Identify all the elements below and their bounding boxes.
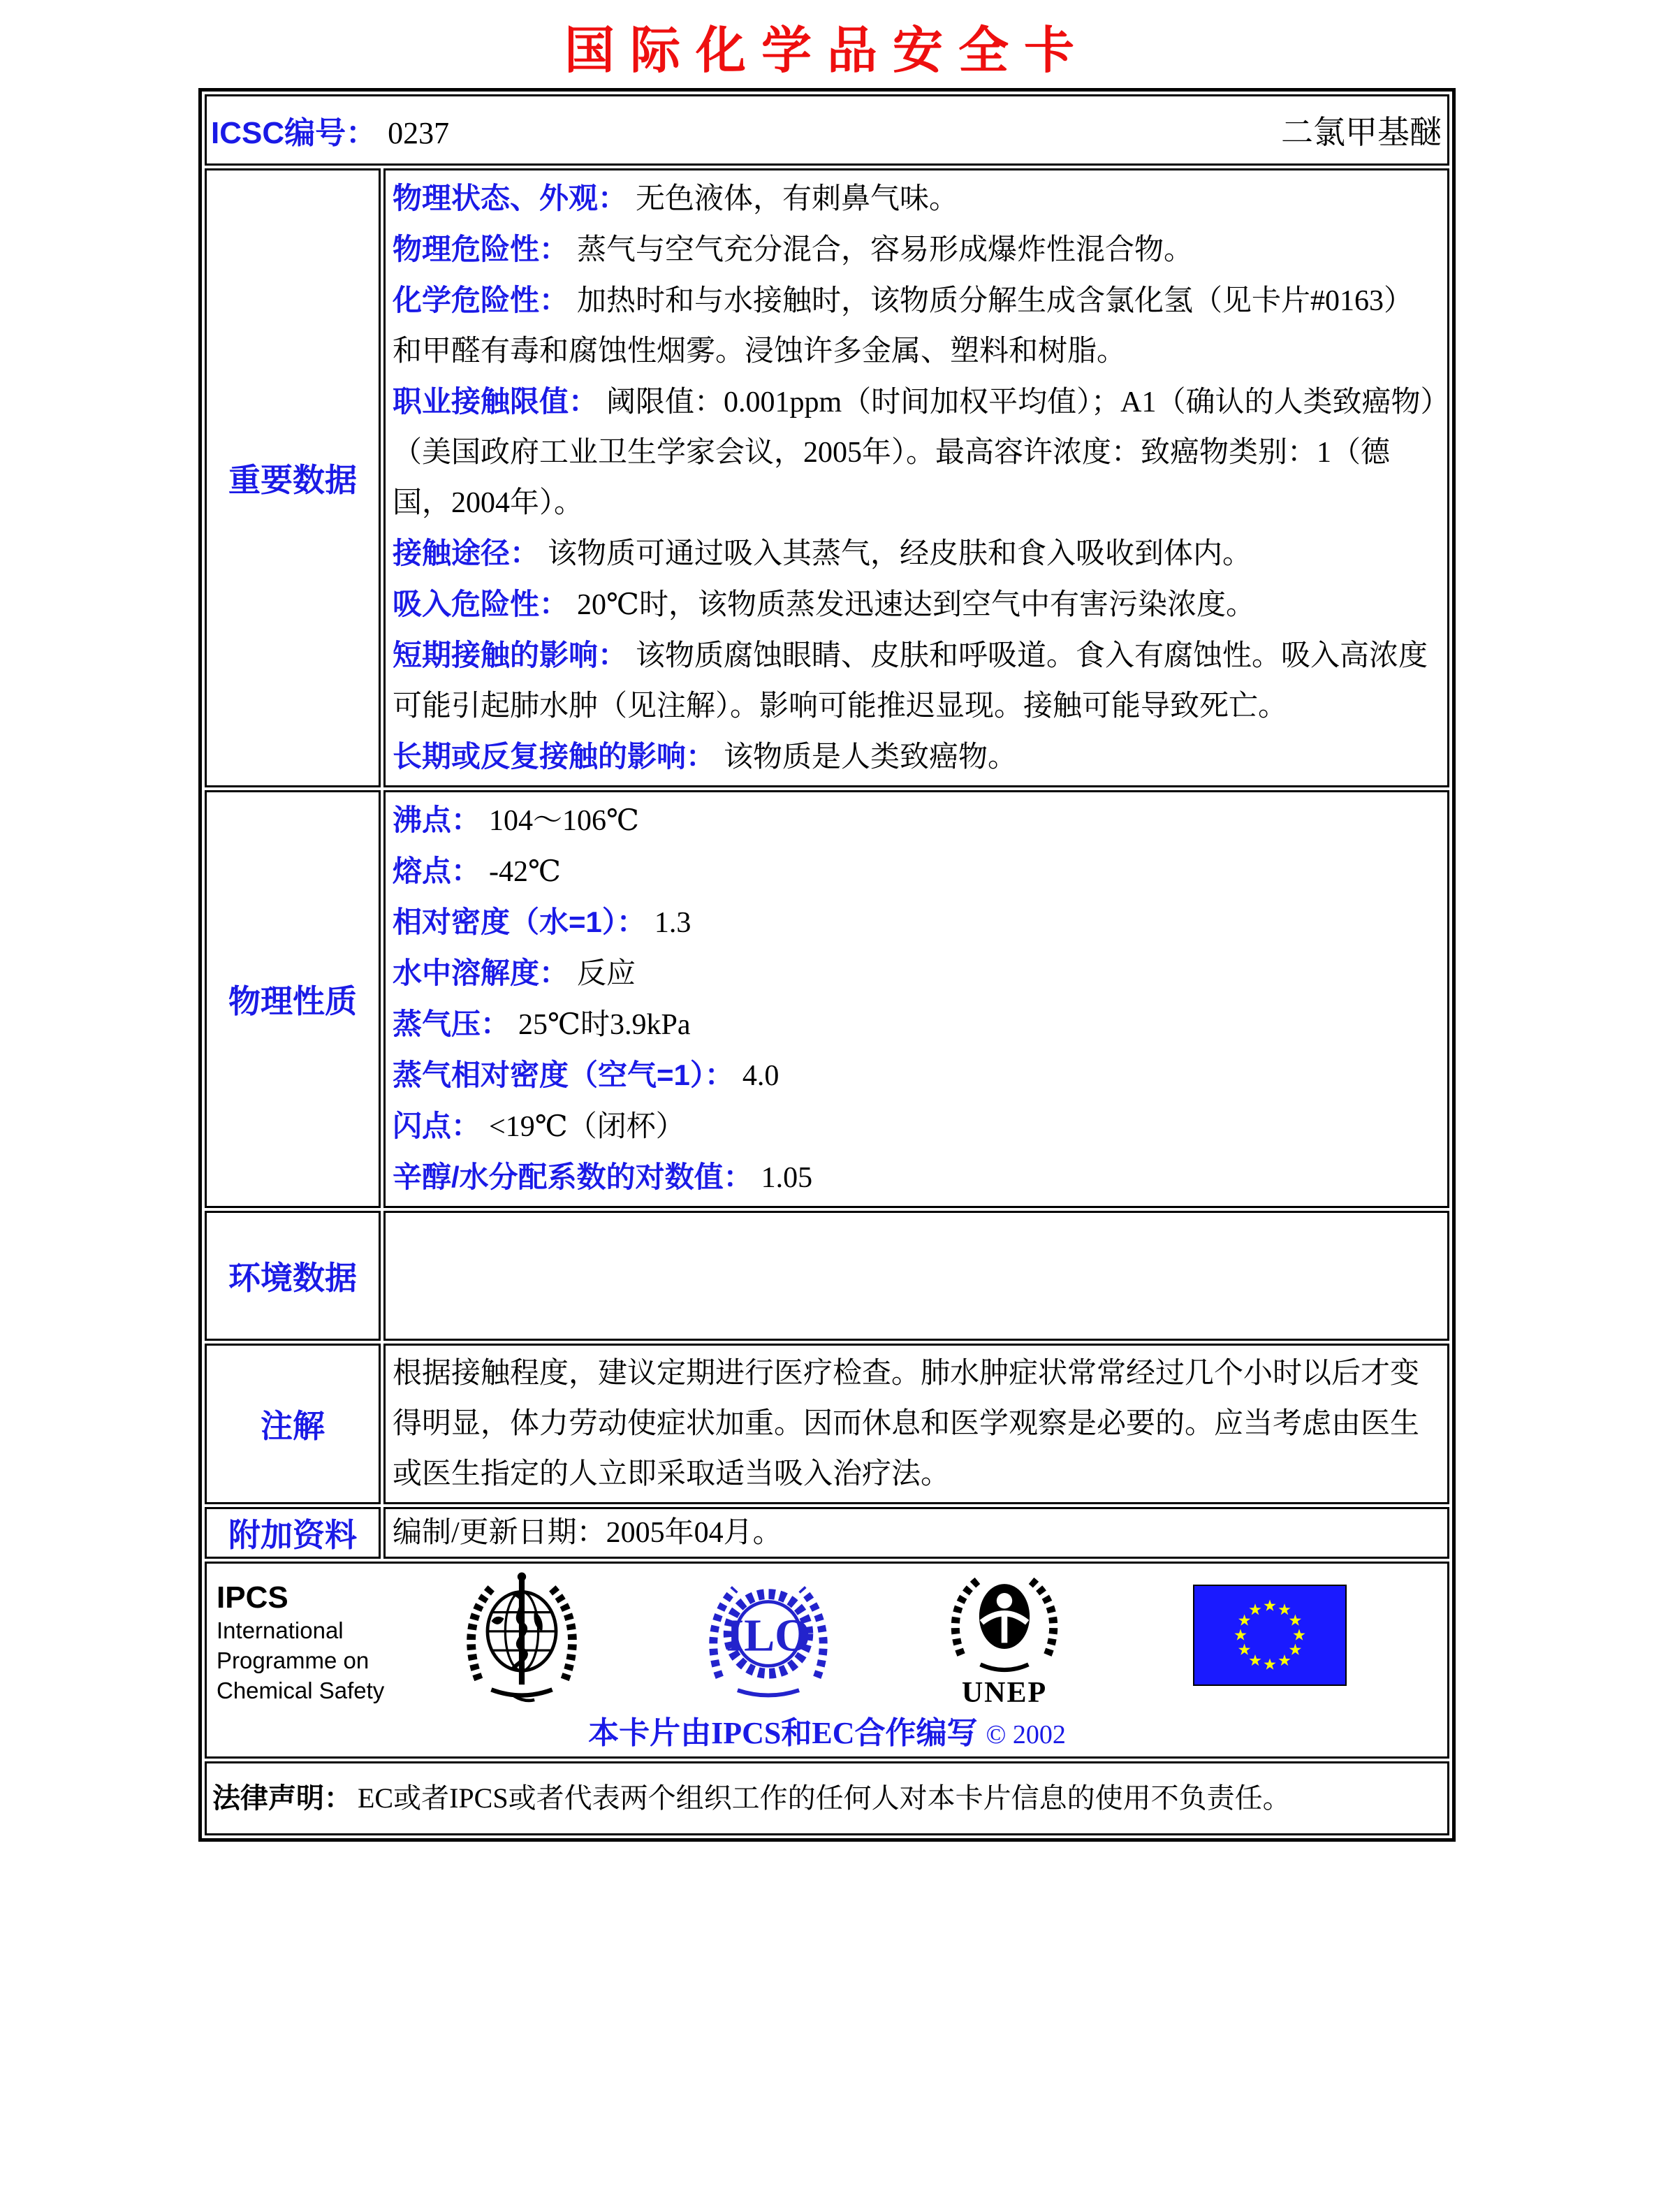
- additional-info-content: 编制/更新日期：2005年04月。: [383, 1507, 1449, 1559]
- eu-flag-wrap: [1193, 1585, 1347, 1689]
- physical-properties-row: [205, 790, 1449, 1208]
- field-log-pow: 辛醇/水分配系数的对数值： 1.05: [393, 1160, 813, 1194]
- field-physical-hazard: 物理危险性： 蒸气与空气充分混合，容易形成爆炸性混合物。: [393, 233, 1194, 266]
- field-occupational-limits: 职业接触限值： 阈限值：0.001ppm（时间加权平均值）；A1（确认的人类致癌物）（美国政府工业卫生学家会议，2005年）。最高容许浓度：致癌物类别：1（德国，2004年）。: [393, 385, 1435, 519]
- ipcs-line-2: Programme on: [217, 1647, 369, 1673]
- field-inhalation-risk: 吸入危险性： 20℃时，该物质蒸发迅速达到空气中有害污染浓度。: [393, 588, 1256, 621]
- card-table: [198, 88, 1456, 1842]
- eu-flag-icon: [1193, 1585, 1347, 1686]
- page-title: 国际化学品安全卡: [564, 23, 1090, 79]
- field-vapor-pressure: 蒸气压： 25℃时3.9kPa: [393, 1007, 691, 1041]
- field-physical-state: 物理状态、外观： 无色液体，有刺鼻气味。: [393, 182, 959, 215]
- physical-properties-content: [383, 790, 1449, 1208]
- field-relative-density: 相对密度（水=1）： 1.3: [393, 905, 691, 939]
- ipcs-line-3: Chemical Safety: [217, 1678, 385, 1703]
- who-logo-icon: [458, 1568, 585, 1706]
- important-data-content: [383, 168, 1449, 787]
- logos-row: [205, 1562, 1449, 1759]
- row-label-environmental-data: 环境数据: [205, 1211, 381, 1341]
- field-chemical-hazard: 化学危险性： 加热时和与水接触时，该物质分解生成含氯化氢（见卡片#0163）和甲醛有毒和腐蚀性烟雾。浸蚀许多金属、塑料和树脂。: [393, 284, 1414, 368]
- legal-row: [205, 1761, 1449, 1835]
- legal-notice-text: EC或者IPCS或者代表两个组织工作的任何人对本卡片信息的使用不负责任。: [358, 1782, 1291, 1814]
- important-data-row: [205, 168, 1449, 787]
- chemical-name: 二氯甲基醚: [1281, 115, 1442, 150]
- field-boiling-point: 沸点： 104～106℃: [393, 803, 639, 837]
- icsc-number-group: [211, 108, 449, 152]
- field-flash-point: 闪点： <19℃（闭杯）: [393, 1109, 685, 1143]
- unep-label: UNEP: [961, 1677, 1048, 1709]
- field-short-term-effects: 短期接触的影响： 该物质腐蚀眼睛、皮肤和呼吸道。食入有腐蚀性。吸入高浓度可能引起肺水肿（见注解）。影响可能推迟显现。接触可能导致死亡。: [393, 639, 1428, 722]
- unep-logo-wrap: [942, 1571, 1067, 1710]
- field-vapor-density: 蒸气相对密度（空气=1）： 4.0: [393, 1058, 780, 1092]
- ilo-logo-wrap: [704, 1575, 833, 1703]
- field-melting-point: 熔点： -42℃: [393, 854, 561, 888]
- field-exposure-routes: 接触途径： 该物质可通过吸入其蒸气，经皮肤和食入吸收到体内。: [393, 537, 1252, 570]
- ilo-logo-icon: [704, 1575, 833, 1699]
- row-label-additional-info: 附加资料: [205, 1507, 381, 1559]
- who-logo-wrap: [458, 1568, 585, 1710]
- row-label-important-data: 重要数据: [205, 168, 381, 787]
- legal-notice-label: 法律声明：: [212, 1783, 352, 1814]
- notes-row: [205, 1344, 1449, 1504]
- ipcs-block: [217, 1580, 384, 1705]
- icsc-number-value: 0237: [388, 116, 450, 150]
- footer-caption: [207, 1708, 1447, 1752]
- row-label-physical-properties: 物理性质: [205, 790, 381, 1208]
- caption-text: 本卡片由IPCS和EC合作编写: [588, 1716, 978, 1750]
- ipcs-line-1: International: [217, 1617, 344, 1643]
- ilo-letters: ILO: [726, 1610, 811, 1661]
- field-long-term-effects: 长期或反复接触的影响： 该物质是人类致癌物。: [393, 740, 1018, 773]
- icsc-number-label: ICSC编号：: [211, 116, 377, 150]
- environmental-data-row: [205, 1211, 1449, 1341]
- environmental-data-content: [383, 1211, 1449, 1341]
- field-water-solubility: 水中溶解度： 反应: [393, 956, 636, 990]
- unep-logo-icon: [944, 1571, 1064, 1675]
- additional-info-row: [205, 1507, 1449, 1559]
- ipcs-acronym: IPCS: [217, 1580, 288, 1615]
- row-label-notes: 注解: [205, 1344, 381, 1504]
- copyright-text: © 2002: [986, 1720, 1066, 1749]
- icsc-document-page: [0, 10, 1654, 2212]
- header-row: [205, 94, 1449, 166]
- notes-content: 根据接触程度，建议定期进行医疗检查。肺水肿症状常常经过几个小时以后才变得明显，体力劳动使症状加重。因而休息和医学观察是必要的。应当考虑由医生或医生指定的人立即采取适当吸入治疗法。: [383, 1344, 1449, 1504]
